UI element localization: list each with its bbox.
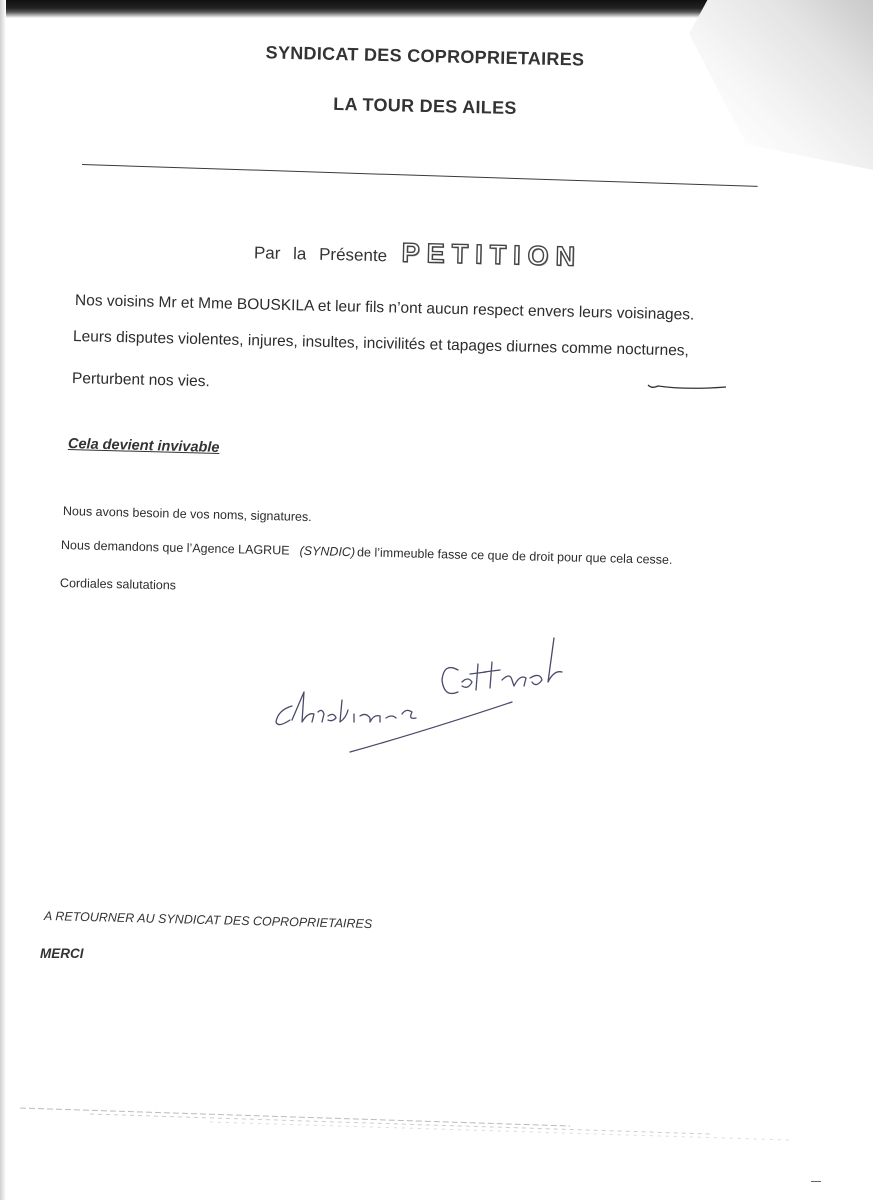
- body-paragraph-2: Leurs disputes violentes, injures, insultes, incivilités et tapages diurnes comme nocturnes,: [72, 328, 690, 360]
- handwritten-underline-mark: [646, 381, 730, 391]
- document-title: [254, 234, 583, 272]
- request-agency: [61, 538, 673, 567]
- return-instruction: A RETOURNER AU SYNDICAT DES COPROPRIETAIRES: [43, 909, 373, 932]
- body-paragraph-1: Nos voisins Mr et Mme BOUSKILA et leur fils n’ont aucun respect envers leurs voisinages.: [74, 292, 695, 324]
- handwritten-signature: [262, 622, 582, 762]
- thanks-note: MERCI: [40, 946, 84, 961]
- header-organization: SYNDICAT DES COPROPRIETAIRES: [265, 42, 585, 70]
- syndic-label: (SYNDIC): [299, 543, 356, 560]
- scan-mark: [811, 1181, 821, 1182]
- request-agency-part2: de l’immeuble fasse ce que de droit pour que cela cesse.: [356, 545, 673, 567]
- scan-artifact: [10, 1100, 810, 1150]
- title-word: PETITION: [401, 237, 583, 272]
- header-divider: [82, 164, 758, 187]
- emphasis-statement: Cela devient invivable: [67, 436, 220, 456]
- request-agency-part1: Nous demandons que l’Agence LAGRUE: [60, 538, 290, 558]
- request-signatures: Nous avons besoin de vos noms, signatures.: [62, 504, 312, 525]
- header-building: LA TOUR DES AILES: [333, 93, 517, 119]
- closing-salutation: Cordiales salutations: [59, 576, 177, 593]
- body-paragraph-3: Perturbent nos vies.: [71, 370, 211, 391]
- title-prefix: Par la Présente: [253, 243, 388, 266]
